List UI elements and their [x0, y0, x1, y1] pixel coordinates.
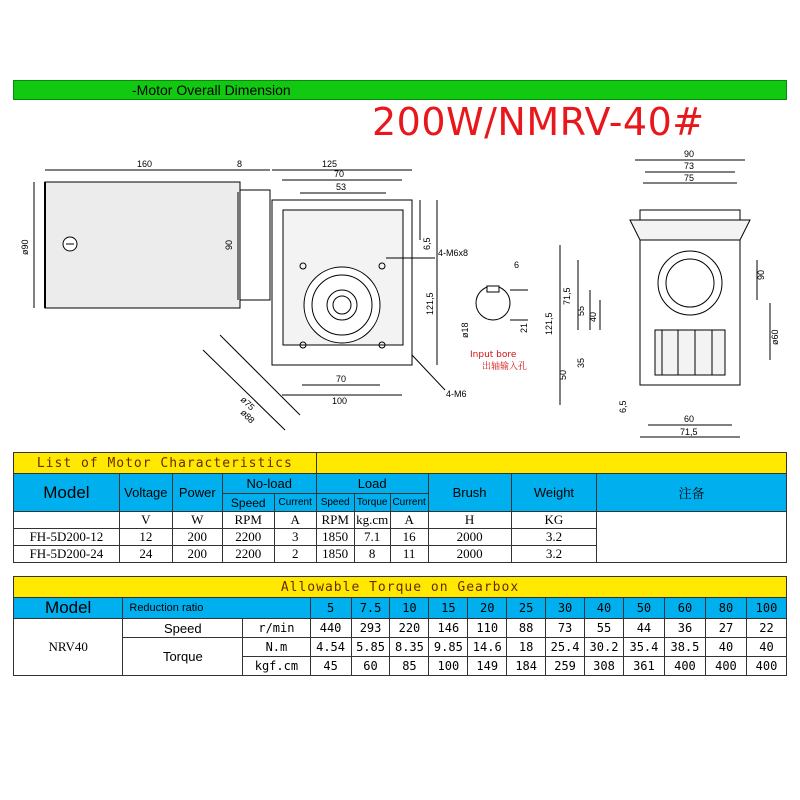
- ratio-cell: 40: [585, 598, 624, 619]
- side-dim-75: 75: [684, 173, 695, 183]
- torque-label: Torque: [123, 638, 243, 676]
- section-title: -Motor Overall Dimension: [132, 82, 291, 98]
- side-dim-121-5: 121,5: [544, 312, 554, 335]
- gear-header-ratio: Reduction ratio: [123, 598, 310, 619]
- unit-cell: A: [390, 512, 428, 529]
- cell: 2: [274, 546, 316, 563]
- table-row: [14, 638, 787, 657]
- cell: 45: [310, 657, 351, 676]
- cell: 85: [390, 657, 429, 676]
- cell: 2000: [428, 546, 511, 563]
- cell: 110: [468, 619, 507, 638]
- ratio-cell: 10: [390, 598, 429, 619]
- side-dim-90: 90: [684, 149, 695, 159]
- dim-4-m6x8: 4-M6x8: [438, 248, 469, 258]
- cell: 100: [429, 657, 468, 676]
- cell: 184: [507, 657, 546, 676]
- gear-table-caption: Allowable Torque on Gearbox: [14, 577, 787, 598]
- cell: 4.54: [310, 638, 351, 657]
- cell: 55: [585, 619, 624, 638]
- header-voltage: Voltage: [119, 474, 172, 512]
- torque-nm-unit: N.m: [243, 638, 310, 657]
- side-dim-71-5-bottom: 71,5: [680, 427, 698, 437]
- cell: 24: [119, 546, 172, 563]
- cell: 259: [546, 657, 585, 676]
- bore-dim-d18: ø18: [460, 322, 470, 338]
- ratio-cell: 30: [546, 598, 585, 619]
- cell: 146: [429, 619, 468, 638]
- cell: 440: [310, 619, 351, 638]
- input-bore-label-cn: 出轴输入孔: [482, 362, 528, 372]
- header-note: 注备: [597, 474, 787, 512]
- cell: 3.2: [511, 546, 597, 563]
- ratio-cell: 20: [468, 598, 507, 619]
- header-weight: Weight: [511, 474, 597, 512]
- cell: 3: [274, 529, 316, 546]
- cell: 308: [585, 657, 624, 676]
- cell: 16: [390, 529, 428, 546]
- unit-cell: kg.cm: [356, 512, 389, 527]
- dim-70-bottom: 70: [336, 374, 347, 384]
- cell: 400: [705, 657, 746, 676]
- header-noload-speed: Speed: [222, 494, 274, 512]
- cell: 2200: [222, 546, 274, 563]
- motor-table-caption: List of Motor Characteristics: [14, 453, 317, 474]
- cell: 38.5: [664, 638, 705, 657]
- header-power: Power: [172, 474, 222, 512]
- cell: 60: [351, 657, 390, 676]
- cell: 2200: [222, 529, 274, 546]
- cell: 12: [119, 529, 172, 546]
- dim-d75: ø75: [238, 394, 257, 413]
- ratio-cell: 25: [507, 598, 546, 619]
- header-load-torque: Torque: [354, 494, 390, 512]
- header-model: Model: [14, 474, 120, 512]
- cell: 44: [623, 619, 664, 638]
- side-dim-73: 73: [684, 161, 695, 171]
- cell: 293: [351, 619, 390, 638]
- cell: 149: [468, 657, 507, 676]
- header-brush: Brush: [428, 474, 511, 512]
- dim-53: 53: [336, 182, 347, 192]
- cell: 5.85: [351, 638, 390, 657]
- cell: 11: [390, 546, 428, 563]
- cell: 2000: [428, 529, 511, 546]
- torque-kgf-unit: kgf.cm: [243, 657, 310, 676]
- gear-model-cell: NRV40: [14, 619, 123, 676]
- cell: 25.4: [546, 638, 585, 657]
- cell: 73: [546, 619, 585, 638]
- unit-cell: A: [274, 512, 316, 529]
- side-dim-6-5: 6,5: [618, 400, 628, 413]
- cell: 88: [507, 619, 546, 638]
- ratio-cell: 80: [705, 598, 746, 619]
- header-no-load: No-load: [222, 474, 316, 494]
- units-blank: [14, 512, 120, 529]
- dim-90: 90: [224, 239, 234, 250]
- side-dim-60: 60: [684, 414, 695, 424]
- side-dim-d60: ø60: [770, 329, 780, 345]
- side-dim-50: 50: [558, 369, 568, 380]
- model-cell: FH-5D200-24: [14, 546, 120, 563]
- cell: 18: [507, 638, 546, 657]
- cell: 200: [172, 529, 222, 546]
- dim-100: 100: [332, 396, 348, 406]
- input-bore-label: Input bore: [470, 350, 517, 360]
- cell: 3.2: [511, 529, 597, 546]
- gearbox-torque-table: [13, 576, 787, 676]
- bore-dim-21: 21: [519, 322, 529, 333]
- cell: 22: [746, 619, 786, 638]
- dim-121-5: 121,5: [425, 292, 435, 315]
- side-dim-55: 55: [576, 305, 586, 316]
- cell: 400: [746, 657, 786, 676]
- cell: 400: [664, 657, 705, 676]
- dim-125: 125: [322, 159, 338, 169]
- speed-label: Speed: [123, 619, 243, 638]
- model-title: 200W/NMRV-40#: [372, 100, 705, 144]
- gear-header-model: Model: [14, 598, 123, 619]
- header-load: Load: [316, 474, 428, 494]
- cell: 7.1: [354, 529, 390, 546]
- header-noload-current: Current: [274, 494, 316, 512]
- side-dim-40: 40: [588, 311, 598, 322]
- ratio-cell: 5: [310, 598, 351, 619]
- dim-8: 8: [237, 159, 243, 169]
- section-banner: [13, 80, 787, 100]
- cell: 30.2: [585, 638, 624, 657]
- unit-cell: RPM: [222, 512, 274, 529]
- note-cell: [597, 512, 787, 563]
- cell: 27: [705, 619, 746, 638]
- cell: 35.4: [623, 638, 664, 657]
- unit-cell: W: [172, 512, 222, 529]
- side-dim-90-right: 90: [756, 269, 766, 280]
- cell: 9.85: [429, 638, 468, 657]
- cell: 361: [623, 657, 664, 676]
- speed-unit: r/min: [243, 619, 310, 638]
- cell: 40: [746, 638, 786, 657]
- side-dim-35: 35: [576, 357, 586, 368]
- ratio-cell: 7.5: [351, 598, 390, 619]
- header-load-speed: Speed: [316, 494, 354, 512]
- dim-6-5: 6,5: [422, 237, 432, 250]
- dim-d90: ø90: [20, 239, 30, 255]
- cell: 1850: [316, 529, 354, 546]
- bore-dim-6: 6: [514, 260, 520, 270]
- dimension-drawing: [0, 140, 800, 445]
- side-dim-71-5: 71,5: [562, 287, 572, 305]
- cell: 36: [664, 619, 705, 638]
- cell: 40: [705, 638, 746, 657]
- ratio-cell: 15: [429, 598, 468, 619]
- dim-160: 160: [137, 159, 153, 169]
- unit-cell: H: [428, 512, 511, 529]
- dim-70: 70: [334, 169, 345, 179]
- ratio-cell: 100: [746, 598, 786, 619]
- motor-characteristics-table: [13, 452, 787, 563]
- ratio-cell: 50: [623, 598, 664, 619]
- unit-cell: V: [119, 512, 172, 529]
- header-load-current: Current: [390, 494, 428, 512]
- motor-flange: [240, 190, 270, 300]
- cell: 8.35: [390, 638, 429, 657]
- cell: 14.6: [468, 638, 507, 657]
- cell: 200: [172, 546, 222, 563]
- unit-cell: RPM: [316, 512, 354, 529]
- model-cell: FH-5D200-12: [14, 529, 120, 546]
- cell: 8: [354, 546, 390, 563]
- cell: 220: [390, 619, 429, 638]
- dim-d88: ø88: [238, 407, 257, 426]
- cell: 1850: [316, 546, 354, 563]
- ratio-cell: 60: [664, 598, 705, 619]
- unit-cell: KG: [511, 512, 597, 529]
- dim-4-m6: 4-M6: [446, 389, 467, 399]
- table-row: [14, 619, 787, 638]
